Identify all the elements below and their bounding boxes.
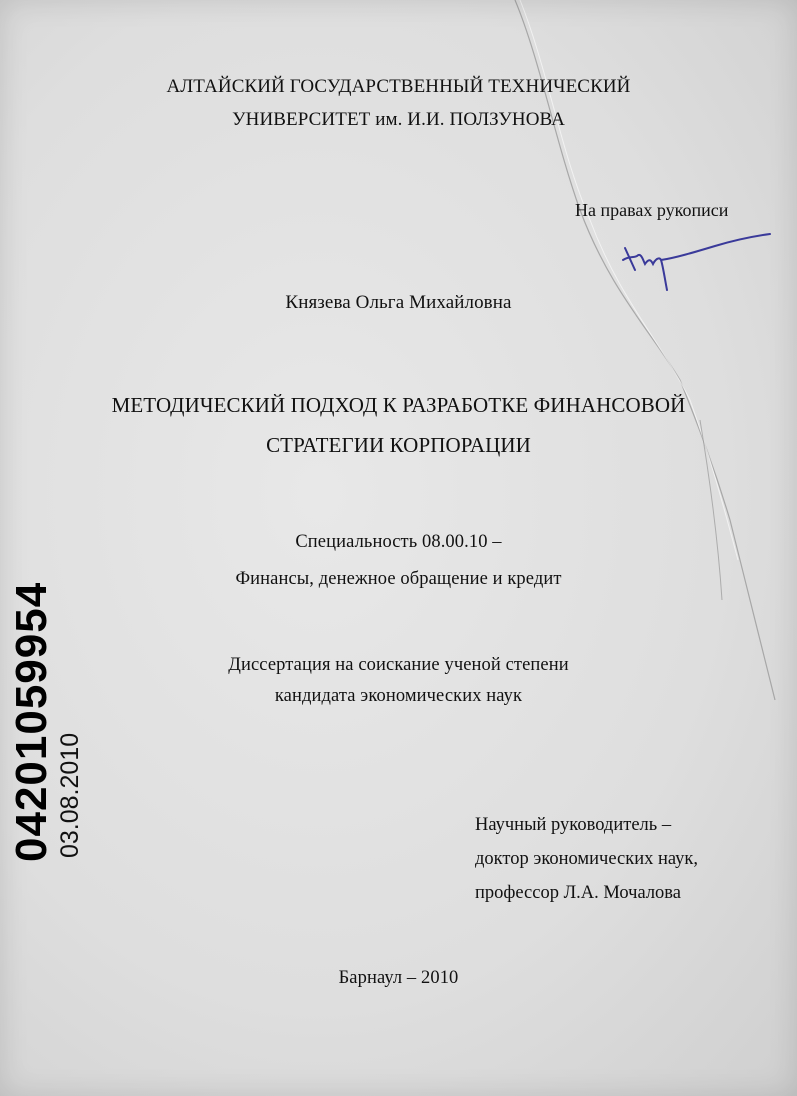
supervisor-line-2: доктор экономических наук, [475,849,699,869]
supervisor-block [475,808,698,910]
author-name: Князева Ольга Михайловна [285,292,512,313]
university-name [0,70,797,136]
title-line-1: МЕТОДИЧЕСКИЙ ПОДХОД К РАЗРАБОТКЕ ФИНАНСОВОЙ [111,393,686,417]
degree-line-2: кандидата экономических наук [274,686,523,706]
title-line-2: СТРАТЕГИИ КОРПОРАЦИИ [266,433,531,457]
degree-line-1: Диссертация на соискание ученой степени [228,655,569,675]
stamp-number: 04201059954 [7,581,56,862]
degree-statement [0,650,797,712]
supervisor-line-1: Научный руководитель – [475,815,672,835]
signature-icon [615,230,775,300]
stamp-date: 03.08.2010 [56,732,84,858]
supervisor-line-3: профессор Л.А. Мочалова [475,883,682,903]
specialty-line-1: Специальность 08.00.10 – [295,532,502,552]
city-year: Барнаул – 2010 [338,968,459,988]
manuscript-note: На правах рукописи [575,200,729,220]
specialty-line-2: Финансы, денежное обращение и кредит [235,569,562,589]
university-line-2: УНИВЕРСИТЕТ им. И.И. ПОЛЗУНОВА [232,109,565,130]
library-stamp [8,582,84,862]
university-line-1: АЛТАЙСКИЙ ГОСУДАРСТВЕННЫЙ ТЕХНИЧЕСКИЙ [166,76,631,97]
specialty [0,524,797,598]
dissertation-title [0,385,797,465]
